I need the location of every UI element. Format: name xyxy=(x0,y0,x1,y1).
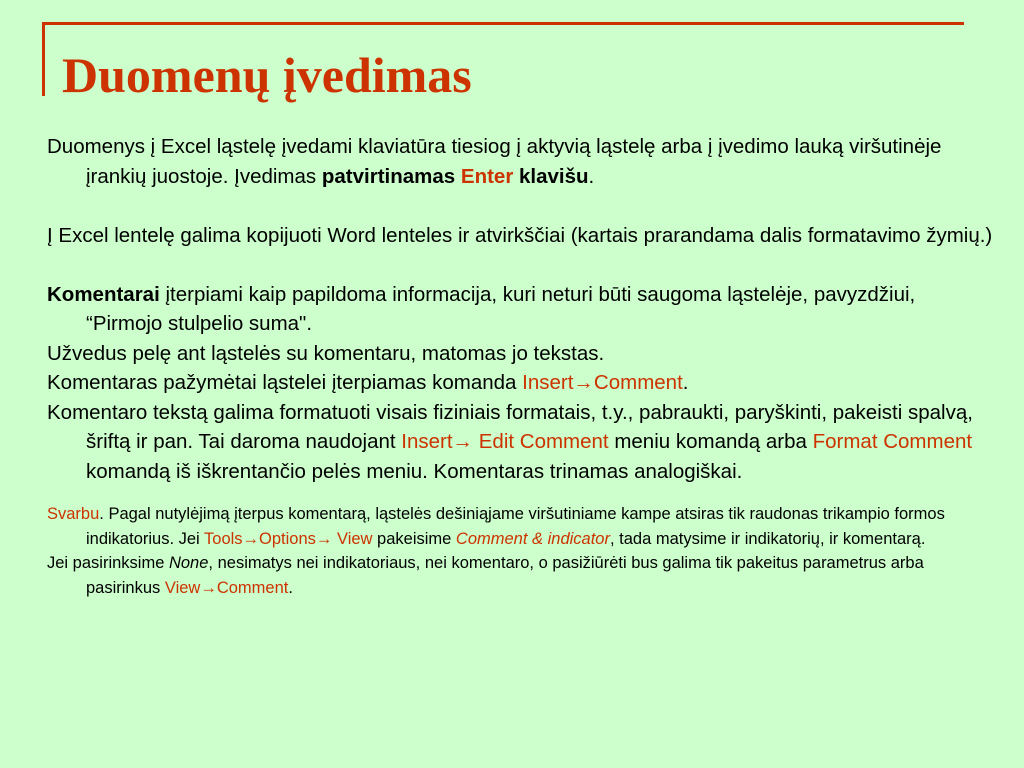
slide-title: Duomenų įvedimas xyxy=(62,47,472,103)
bold-confirmed: patvirtinamas xyxy=(321,164,456,188)
option-none: None xyxy=(168,554,209,572)
paragraph-copy-tables: Į Excel lentelę galima kopijuoti Word lenteles ir atvirkščiai (kartais prarandama dalis formatavimo žymių.) xyxy=(47,223,993,247)
paragraph-data-entry: Duomenys į Excel ląstelę įvedami klaviatūra tiesiog į aktyvią ląstelę arba į įvedimo lauką viršutinėje įrankių juostoje. Įvedimas patvirtinamas Enter klavišu. xyxy=(47,135,942,188)
option-comment-indicator: Comment & indicator xyxy=(455,529,610,548)
spacer xyxy=(47,250,997,280)
paragraph-insert-comment: Komentaras pažymėtai ląstelei įterpiamas komanda Insert→Comment. xyxy=(47,371,689,394)
title-rule-horizontal xyxy=(42,22,964,25)
paragraph-important: Svarbu. Pagal nutylėjimą įterpus komentarą, ląstelės dešiniąjame viršutiniame kampe atsiras tik raudonas trikampio formos indikatorius. Jei Tools→Options→ View pakeisime Comment & indicator, tada matysime ir indikatorių, ir komentarą. xyxy=(47,505,945,548)
menu-command-view-comment: View→Comment xyxy=(164,578,289,597)
menu-command-format-comment: Format Comment xyxy=(812,430,973,453)
paragraph-comments: Komentarai įterpiami kaip papildoma informacija, kuri neturi būti saugoma ląstelėje, pavyzdžiui, “Pirmojo stulpelio suma". xyxy=(47,282,916,335)
paragraph-none-option: Jei pasirinksime None, nesimatys nei indikatoriaus, nei komentaro, o pasižiūrėti bus galima tik pakeitus parametrus arba pasirinkus View→Comment. xyxy=(47,554,924,597)
important-label: Svarbu xyxy=(47,505,100,523)
paragraph-format-comment: Komentaro tekstą galima formatuoti visais fiziniais formatais, t.y., pabraukti, paryškinti, pakeisti spalvą, šriftą ir pan. Tai daroma naudojant Insert→ Edit Comment meniu komandą arba Format Comment komandą iš iškrentančio pelės meniu. Komentaras trinamas analogiškai. xyxy=(47,400,973,483)
paragraph-hover: Užvedus pelę ant ląstelės su komentaru, matomas jo tekstas. xyxy=(47,341,605,365)
bold-key: klavišu xyxy=(513,164,589,188)
slide-body xyxy=(47,132,997,600)
menu-command-tools-options-view: Tools→Options→ View xyxy=(204,529,373,548)
menu-command-insert-comment: Insert→Comment xyxy=(522,371,683,394)
spacer xyxy=(47,486,997,502)
title-rule-vertical xyxy=(42,22,45,96)
enter-key-text: Enter xyxy=(460,164,514,188)
menu-command-edit-comment: Insert→ Edit Comment xyxy=(401,430,609,453)
comments-bold-label: Komentarai xyxy=(47,282,160,306)
spacer xyxy=(47,191,997,221)
